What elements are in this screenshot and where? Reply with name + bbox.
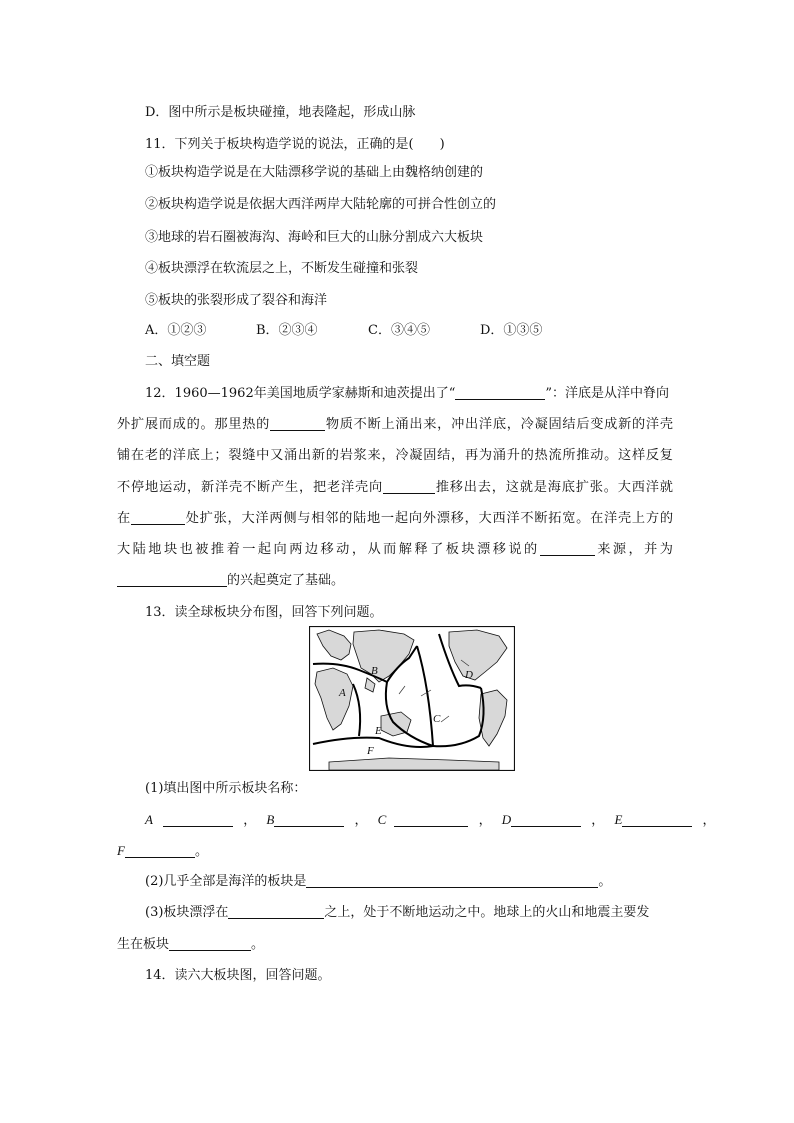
map-label-d: D xyxy=(465,669,473,681)
plate-letter-a: A xyxy=(145,812,153,827)
q13-sub3-line-1 xyxy=(145,904,649,922)
plate-letter-d: D xyxy=(501,812,512,827)
q13-text: (3)板块漂浮在 xyxy=(145,905,229,920)
plate-blank-f[interactable] xyxy=(125,843,195,858)
q12-blank-2[interactable] xyxy=(270,416,325,431)
plate-blank-d[interactable] xyxy=(511,812,581,827)
q13-sub1: (1)填出图中所示板块名称： xyxy=(145,781,307,796)
q11-option-c: C．③④⑤ xyxy=(368,323,430,338)
period: 。 xyxy=(598,874,612,889)
section-title: 二、填空题 xyxy=(145,354,211,369)
plate-letter-c: C xyxy=(377,812,387,827)
q11-option-d: D．①③⑤ xyxy=(480,323,543,338)
ocean-plate-blank[interactable] xyxy=(306,873,598,888)
plate-map xyxy=(309,626,515,771)
map-label-e: E xyxy=(375,725,382,737)
q13-text: 之上，处于不断地运动之中。地球上的火山和地震主要发 xyxy=(324,905,650,920)
q11-option-a: A．①②③ xyxy=(145,323,207,338)
q12-text: 外扩展而成的。那里热的 xyxy=(117,417,271,432)
q12-line-1 xyxy=(145,385,669,403)
q13-text: 生在板块 xyxy=(117,937,170,952)
q12-blank-5[interactable] xyxy=(540,541,595,556)
plate-blank-e[interactable] xyxy=(622,812,692,827)
plate-letter-e: E xyxy=(614,812,623,827)
plate-letter-b: B xyxy=(266,812,275,827)
q12-text: ”：洋底是从洋中脊向 xyxy=(545,386,670,401)
q12-text: 铺在老的洋底上；裂缝中又涌出新的岩浆来，冷凝固结，再为涌升的热流所推动。这样反复 xyxy=(117,448,673,463)
map-label-a: A xyxy=(339,687,346,699)
map-label-f: F xyxy=(367,745,374,757)
q12-text: 在 xyxy=(117,511,131,526)
q12-text: 大陆地块也被推着一起向两边移动，从而解释了板块漂移说的 xyxy=(117,542,540,557)
float-layer-blank[interactable] xyxy=(228,904,324,919)
q12-text: 的兴起奠定了基础。 xyxy=(227,573,345,588)
q12-line-5 xyxy=(117,510,673,528)
q12-line-3 xyxy=(117,447,673,465)
plate-letter-f: F xyxy=(117,843,125,858)
q13-names-row-2 xyxy=(117,842,208,861)
q12-blank-3[interactable] xyxy=(383,479,435,494)
q11-statement-4: ④板块漂浮在软流层之上，不断发生碰撞和张裂 xyxy=(145,261,419,276)
q12-text: 来源，并为 xyxy=(594,542,673,557)
q12-text: 12．1960—1962年美国地质学家赫斯和迪茨提出了“ xyxy=(145,386,456,401)
q10-option-d: D．图中所示是板块碰撞，地表隆起，形成山脉 xyxy=(145,105,416,120)
q12-blank-4[interactable] xyxy=(131,510,185,525)
q12-line-6 xyxy=(117,541,673,559)
q13-stem: 13．读全球板块分布图，回答下列问题。 xyxy=(145,605,383,620)
plate-blank-c[interactable] xyxy=(394,812,468,827)
q11-stem: 11．下列关于板块构造学说的说法，正确的是( ) xyxy=(145,137,445,152)
q13-sub2 xyxy=(145,873,611,891)
q11-statement-2: ②板块构造学说是依据大西洋两岸大陆轮廓的可拼合性创立的 xyxy=(145,197,497,212)
q11-statement-1: ①板块构造学说是在大陆漂移学说的基础上由魏格纳创建的 xyxy=(145,165,484,180)
q13-text: (2)几乎全部是海洋的板块是 xyxy=(145,874,307,889)
q12-blank-6[interactable] xyxy=(117,572,227,587)
q12-line-2 xyxy=(117,416,673,434)
q11-option-b: B．②③④ xyxy=(256,323,318,338)
q13-sub3-line-2 xyxy=(117,936,264,954)
q12-text: 处扩张，大洋两侧与相邻的陆地一起向外漂移，大西洋不断拓宽。在洋壳上方的 xyxy=(184,511,674,526)
q12-blank-1[interactable] xyxy=(455,385,545,400)
q12-text: 推移出去，这就是海底扩张。大西洋就 xyxy=(435,480,673,495)
plate-boundary-blank[interactable] xyxy=(169,936,251,951)
separator: ， xyxy=(354,813,368,828)
q14-stem: 14．读六大板块图，回答问题。 xyxy=(145,968,331,983)
separator: ， xyxy=(243,813,257,828)
period: 。 xyxy=(251,937,265,952)
q12-text: 不停地运动，新洋壳不断产生，把老洋壳向 xyxy=(117,480,383,495)
separator: ， xyxy=(591,813,605,828)
q12-line-7 xyxy=(117,572,344,590)
map-label-c: C xyxy=(433,713,441,725)
q12-line-4 xyxy=(117,479,673,497)
q11-statement-5: ⑤板块的张裂形成了裂谷和海洋 xyxy=(145,293,328,308)
q11-statement-3: ③地球的岩石圈被海沟、海岭和巨大的山脉分割成六大板块 xyxy=(145,230,484,245)
plate-blank-a[interactable] xyxy=(163,812,233,827)
q13-names-row-1 xyxy=(145,811,716,830)
plate-blank-b[interactable] xyxy=(274,812,344,827)
map-label-b: B xyxy=(371,665,378,677)
separator: ， xyxy=(702,813,716,828)
q12-text: 物质不断上涌出来，冲出洋底，冷凝固结后变成新的洋壳 xyxy=(325,417,674,432)
period: 。 xyxy=(194,844,208,859)
separator: ， xyxy=(478,813,492,828)
